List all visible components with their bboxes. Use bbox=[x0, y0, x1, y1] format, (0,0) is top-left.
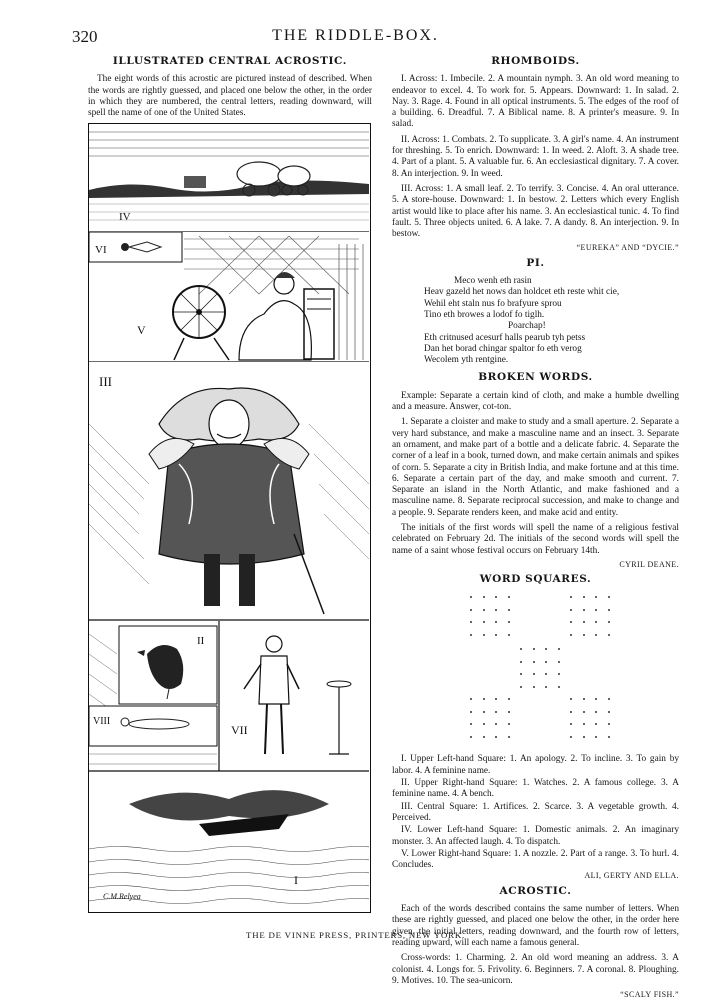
square-cell-dot bbox=[595, 723, 597, 725]
square-cell-dot bbox=[608, 698, 610, 700]
square-cell-dot bbox=[545, 661, 547, 663]
pi-line: Meco wenh eth rasin bbox=[454, 276, 532, 287]
label-i: I bbox=[294, 873, 298, 887]
acrostic-text: Each of the words described contains the same number of letters. When these are rightly guessed, and placed one below the other, in the order here given, the initial letters, reading downward, and the fourth row of letters, reading upward, will each name a famous general. bbox=[392, 904, 679, 948]
square-cell-dot bbox=[470, 736, 472, 738]
label-vii: VII bbox=[231, 723, 248, 737]
left-column bbox=[88, 56, 372, 123]
label-iii: III bbox=[99, 374, 112, 389]
square-cell-dot bbox=[558, 686, 560, 688]
square-cell-dot bbox=[545, 648, 547, 650]
square-cell-dot bbox=[533, 673, 535, 675]
acrostic-title: ACROSTIC. bbox=[499, 884, 572, 897]
square-cell-dot bbox=[495, 711, 497, 713]
running-head: THE RIDDLE-BOX. bbox=[272, 27, 439, 44]
illustrated-acrostic-text: The eight words of this acrostic are pictured instead of described. When the words are rightly guessed, and placed one below the other, in the order in which they are numbered, the central letters, reading downward, will spell the name of one of the United States. bbox=[88, 74, 372, 119]
square-cell-dot bbox=[608, 596, 610, 598]
broken-words-example: Example: Separate a certain kind of cloth, and make a humble dwelling and a measure. Answer, cot-ton. bbox=[392, 390, 679, 413]
square-cell-dot bbox=[520, 673, 522, 675]
square-cell-dot bbox=[533, 686, 535, 688]
square-cell-dot bbox=[508, 596, 510, 598]
square-cell-dot bbox=[570, 711, 572, 713]
pi-line: Dan het borad chingar spaltor fo eth verog bbox=[424, 343, 582, 354]
word-square-clue: III. Central Square: 1. Artifices. 2. Scarce. 3. A vegetable growth. 4. Perceived. bbox=[392, 801, 679, 823]
illustrated-acrostic-title: ILLUSTRATED CENTRAL ACROSTIC. bbox=[112, 55, 348, 67]
square-cell-dot bbox=[570, 621, 572, 623]
broken-words-body: 1. Separate a cloister and make to study and a small aperture. 2. Separate a very hard substance, and make a masculine name and an insect. 3. Separate an ornament, and make part of a bottle and a delicate fabric. 4. Separate the corner of a leaf in a book, turned down, and make certain animals and spikes of corn. 5. Separate a city in British India, and make fortune and at this time. 6. Separate a certain part of the day, and make smooth and current. 7. Separate an island in the North Atlantic, and make fashioned and a masculine name. 8. Separate reciprocal succession, and make to change and a people. 9. Separate renders keen, and make acid and entity. bbox=[392, 417, 679, 518]
square-cell-dot bbox=[595, 609, 597, 611]
square-cell-dot bbox=[595, 736, 597, 738]
square-cell-dot bbox=[608, 621, 610, 623]
square-cell-dot bbox=[495, 634, 497, 636]
square-cell-dot bbox=[495, 621, 497, 623]
broken-words-signature: CYRIL DEANE. bbox=[619, 559, 679, 569]
pi-line: Heav gazeld het nows dan holdcet eth reste whit cie, bbox=[424, 287, 620, 298]
pi-verse bbox=[424, 276, 679, 366]
word-squares-grid bbox=[392, 592, 679, 750]
square-cell-dot bbox=[583, 698, 585, 700]
label-v: V bbox=[137, 323, 146, 337]
panel-iii-cavalier bbox=[89, 362, 369, 620]
word-squares-signature: ALI, GERTY AND ELLA. bbox=[584, 871, 679, 881]
square-cell-dot bbox=[508, 736, 510, 738]
square-cell-dot bbox=[495, 736, 497, 738]
square-cell-dot bbox=[595, 634, 597, 636]
square-cell-dot bbox=[595, 596, 597, 598]
square-cell-dot bbox=[508, 621, 510, 623]
square-cell-dot bbox=[470, 634, 472, 636]
pi-line: Poarchap! bbox=[508, 321, 546, 332]
panel-viii-figure bbox=[89, 706, 217, 764]
label-viii: VIII bbox=[93, 716, 111, 727]
label-vi: VI bbox=[95, 244, 107, 256]
square-cell-dot bbox=[520, 686, 522, 688]
label-iv: IV bbox=[119, 211, 131, 223]
square-cell-dot bbox=[495, 596, 497, 598]
square-cell-dot bbox=[570, 698, 572, 700]
square-cell-dot bbox=[608, 723, 610, 725]
square-cell-dot bbox=[470, 723, 472, 725]
square-cell-dot bbox=[558, 661, 560, 663]
square-cell-dot bbox=[608, 736, 610, 738]
square-cell-dot bbox=[608, 609, 610, 611]
panel-v-spinning-wheel bbox=[89, 232, 369, 362]
panel-ii-crow bbox=[89, 626, 217, 714]
square-cell-dot bbox=[558, 648, 560, 650]
square-cell-dot bbox=[595, 711, 597, 713]
rhomboid-1: I. Across: 1. Imbecile. 2. A mountain nymph. 3. An old word meaning to endeavor to excel. 4. To work for. 5. Appears. Downward: 1. In salad. 2. Nay. 3. Rage. 4. Found in all optical instruments. 5. The edges of the roof of a building. 6. Dreadful. 7. A Biblical name. 8. A printer's measure. 9. In salad. bbox=[392, 74, 679, 130]
acrostic-illustration bbox=[88, 123, 371, 913]
broken-words-closing: The initials of the first words will spell the name of a religious festival celebrated on February 2d. The initials of the second words will spell the name of a saint whose festival occurs on February 14th. bbox=[392, 522, 679, 556]
square-cell-dot bbox=[508, 698, 510, 700]
square-cell-dot bbox=[483, 698, 485, 700]
square-cell-dot bbox=[583, 634, 585, 636]
square-cell-dot bbox=[508, 723, 510, 725]
square-cell-dot bbox=[470, 698, 472, 700]
square-cell-dot bbox=[570, 609, 572, 611]
square-cell-dot bbox=[570, 723, 572, 725]
square-cell-dot bbox=[520, 661, 522, 663]
page-number: 320 bbox=[72, 27, 98, 46]
word-squares-clues bbox=[392, 754, 679, 871]
square-cell-dot bbox=[520, 648, 522, 650]
square-cell-dot bbox=[470, 711, 472, 713]
label-ii: II bbox=[197, 635, 205, 647]
square-cell-dot bbox=[483, 736, 485, 738]
square-cell-dot bbox=[583, 609, 585, 611]
pi-line: Eth critnused acesurf halls pearub tyh petss bbox=[424, 332, 586, 343]
square-cell-dot bbox=[595, 621, 597, 623]
square-cell-dot bbox=[483, 596, 485, 598]
square-cell-dot bbox=[483, 609, 485, 611]
panel-iv bbox=[89, 124, 369, 232]
square-cell-dot bbox=[495, 609, 497, 611]
pi-line: Tino eth browes a lodof fo tiglh. bbox=[424, 309, 545, 320]
square-cell-dot bbox=[570, 634, 572, 636]
square-cell-dot bbox=[570, 596, 572, 598]
square-cell-dot bbox=[558, 673, 560, 675]
broken-words-title: BROKEN WORDS. bbox=[478, 371, 593, 384]
square-cell-dot bbox=[533, 661, 535, 663]
panel-vii-man bbox=[219, 621, 369, 771]
square-cell-dot bbox=[483, 621, 485, 623]
rhomboid-2: II. Across: 1. Combats. 2. To supplicate. 3. A girl's name. 4. An instrument for threshing. 5. To enrich. Downward: 1. In weed. 2. Aloft. 3. A shade tree. 4. Part of a plant. 5. A valuable fur. 6. An ecclesiastical dignitary. 7. A cover. 8. An interjection. 9. In weed. bbox=[392, 134, 679, 179]
rhomboids-signature: “EUREKA” AND “DYCIE.” bbox=[576, 243, 679, 253]
square-cell-dot bbox=[495, 723, 497, 725]
square-cell-dot bbox=[483, 711, 485, 713]
square-cell-dot bbox=[508, 609, 510, 611]
acrostic-cross-words: Cross-words: 1. Charming. 2. An old word meaning an address. 3. A colonist. 4. Longs for. 5. Frivolity. 6. Beginners. 7. A coronal. 8. Ploughing. 9. Motives. 10. The sea-unicorn. bbox=[392, 953, 679, 986]
square-cell-dot bbox=[470, 596, 472, 598]
square-cell-dot bbox=[508, 634, 510, 636]
square-cell-dot bbox=[508, 711, 510, 713]
square-cell-dot bbox=[470, 609, 472, 611]
square-cell-dot bbox=[570, 736, 572, 738]
rhomboids-title: RHOMBOIDS. bbox=[491, 55, 580, 67]
square-cell-dot bbox=[483, 634, 485, 636]
word-square-clue: V. Lower Right-hand Square: 1. A nozzle. 2. Part of a range. 3. To hurl. 4. Concludes. bbox=[392, 848, 679, 871]
square-cell-dot bbox=[595, 698, 597, 700]
rhomboid-3: III. Across: 1. A small leaf. 2. To terrify. 3. Concise. 4. An oral utterance. 5. A store-house. Downward: 1. In bestow. 2. Letters which every English artist would like to place after his name. 3. An ecclesiastical tunic. 4. To find fault. 5. Three objects united. 6. A lake. 7. A dandy. 8. An interjection. 9. In bestow. bbox=[392, 183, 679, 240]
square-cell-dot bbox=[495, 698, 497, 700]
square-cell-dot bbox=[470, 621, 472, 623]
square-cell-dot bbox=[608, 711, 610, 713]
word-square-clue: I. Upper Left-hand Square: 1. An apology. 2. To incline. 3. To gain by labor. 4. A feminine name. bbox=[392, 754, 679, 776]
word-square-clue: IV. Lower Left-hand Square: 1. Domestic animals. 2. An imaginary monster. 3. An affected laugh. 4. To dispatch. bbox=[392, 825, 679, 847]
square-cell-dot bbox=[583, 723, 585, 725]
printer-footer: THE DE VINNE PRESS, PRINTERS, NEW YORK. bbox=[246, 930, 465, 940]
square-cell-dot bbox=[545, 686, 547, 688]
square-cell-dot bbox=[545, 673, 547, 675]
square-cell-dot bbox=[583, 621, 585, 623]
pi-line: Wecolem yth rentgine. bbox=[424, 355, 509, 366]
right-column bbox=[392, 56, 679, 1004]
square-cell-dot bbox=[583, 711, 585, 713]
acrostic-signature: “SCALY FISH.” bbox=[620, 990, 679, 1000]
square-cell-dot bbox=[608, 634, 610, 636]
word-square-clue: II. Upper Right-hand Square: 1. Watches. 2. A famous college. 3. A feminine name. 4. A bench. bbox=[392, 778, 679, 800]
square-cell-dot bbox=[533, 648, 535, 650]
panel-i-ship bbox=[89, 771, 369, 911]
word-squares-title: WORD SQUARES. bbox=[479, 573, 592, 586]
pi-line: Wehil eht staln nus fo brafyure sprou bbox=[424, 298, 562, 309]
square-cell-dot bbox=[583, 596, 585, 598]
square-cell-dot bbox=[483, 723, 485, 725]
pi-title: PI. bbox=[526, 256, 545, 269]
illustrator-signature: C.M.Relyea bbox=[103, 892, 141, 901]
square-cell-dot bbox=[583, 736, 585, 738]
